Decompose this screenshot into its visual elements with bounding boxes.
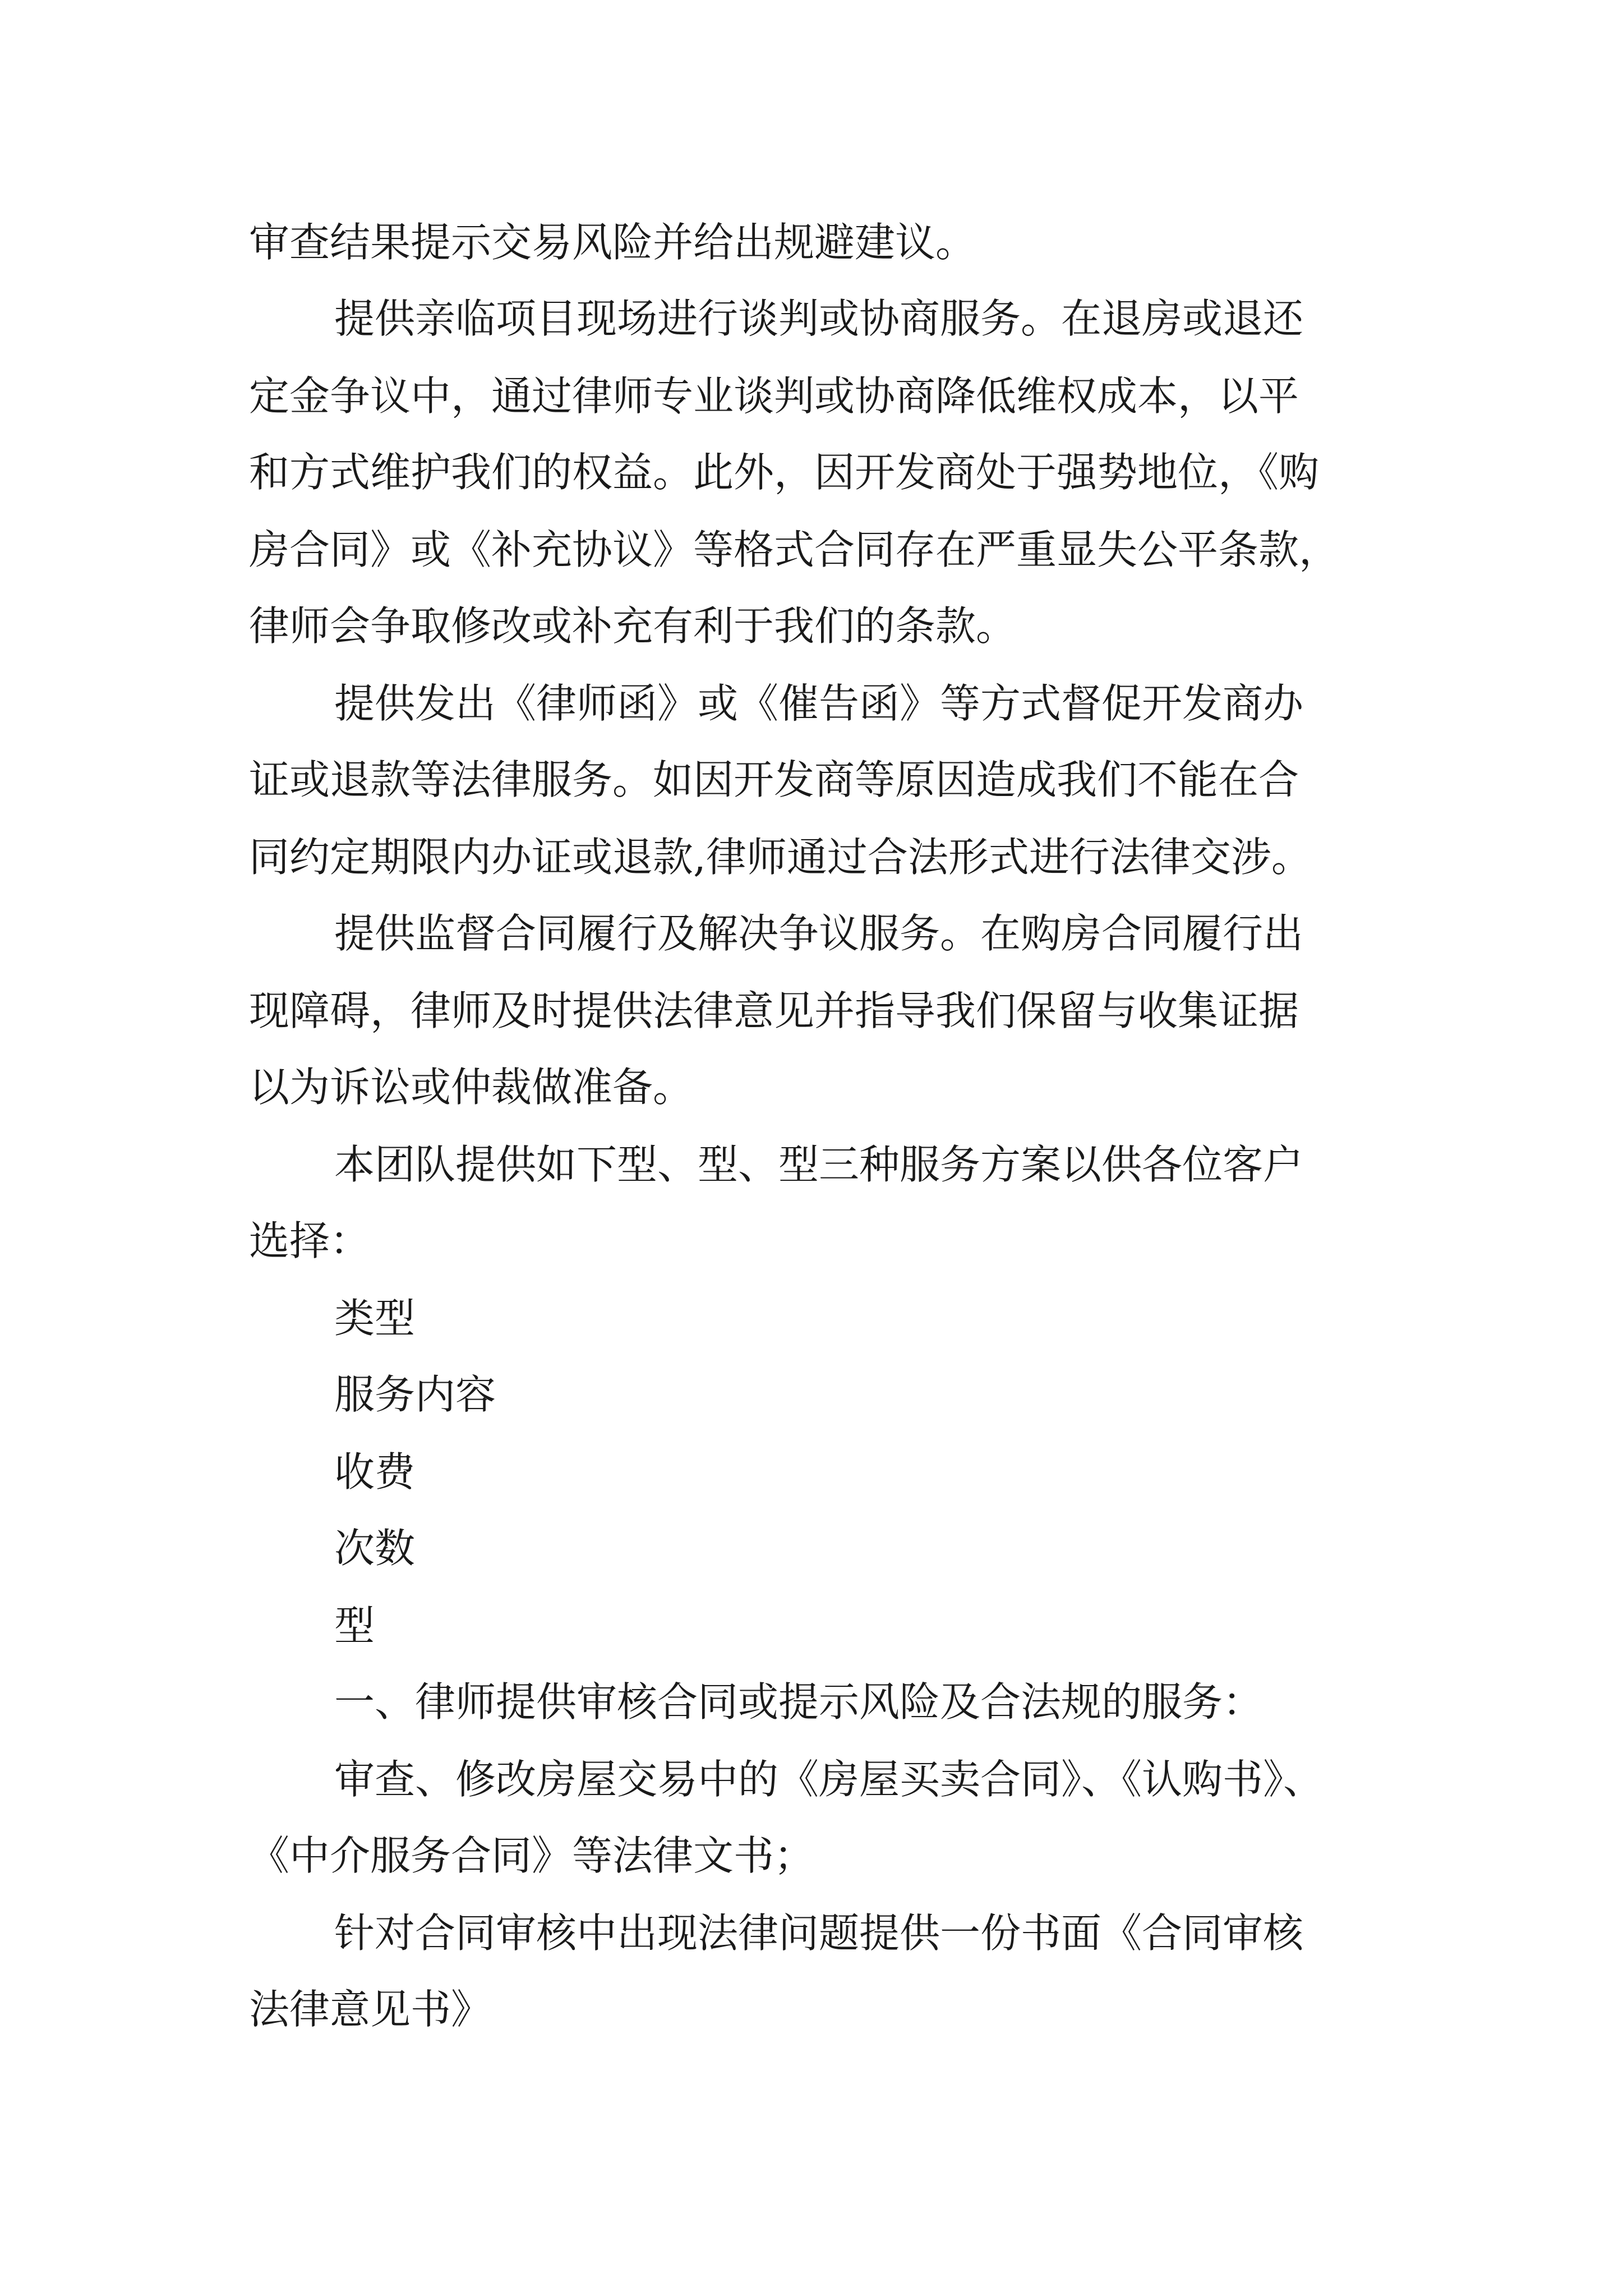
paragraph-line: 律师会争取修改或补充有利于我们的条款。 (249, 602, 1017, 650)
table-cell-label: 型 (334, 1602, 375, 1649)
paragraph-line: 审查结果提示交易风险并给出规避建议。 (249, 219, 976, 266)
table-cell-label: 类型 (334, 1295, 416, 1342)
paragraph-line: 法律意见书》 (249, 1986, 492, 2033)
table-cell-label: 次数 (334, 1525, 416, 1572)
paragraph-line: 同约定期限内办证或退款,律师通过合法形式进行法律交涉。 (249, 834, 1312, 881)
table-cell-label: 服务内容 (334, 1371, 496, 1418)
paragraph-line: 《中介服务合同》等法律文书； (249, 1832, 815, 1879)
paragraph-line: 审查、修改房屋交易中的《房屋买卖合同》、《认购书》、 (334, 1756, 1324, 1803)
paragraph-line: 证或退款等法律服务。如因开发商等原因造成我们不能在合 (249, 756, 1299, 803)
paragraph-line: 提供发出《律师函》或《催告函》等方式督促开发商办 (334, 680, 1304, 727)
paragraph-line: 提供亲临项目现场进行谈判或协商服务。在退房或退还 (334, 295, 1304, 342)
paragraph-line: 针对合同审核中出现法律问题提供一份书面《合同审核 (334, 1910, 1304, 1957)
table-cell-label: 收费 (334, 1448, 416, 1496)
paragraph-line: 提供监督合同履行及解决争议服务。在购房合同履行出 (334, 910, 1304, 957)
paragraph-line: 本团队提供如下型、型、型三种服务方案以供各位客户 (334, 1141, 1304, 1188)
paragraph-line: 以为诉讼或仲裁做准备。 (249, 1064, 694, 1111)
paragraph-line: 现障碍，律师及时提供法律意见并指导我们保留与收集证据 (249, 987, 1299, 1034)
paragraph-line: 和方式维护我们的权益。此外，因开发商处于强势地位，《购 (249, 449, 1320, 496)
paragraph-line: 房合同》或《补充协议》等格式合同存在严重显失公平条款， (249, 526, 1340, 573)
paragraph-line: 一、律师提供审核合同或提示风险及合法规的服务： (334, 1678, 1264, 1726)
paragraph-line: 选择： (249, 1217, 371, 1264)
paragraph-line: 定金争议中，通过律师专业谈判或协商降低维权成本，以平 (249, 372, 1299, 420)
